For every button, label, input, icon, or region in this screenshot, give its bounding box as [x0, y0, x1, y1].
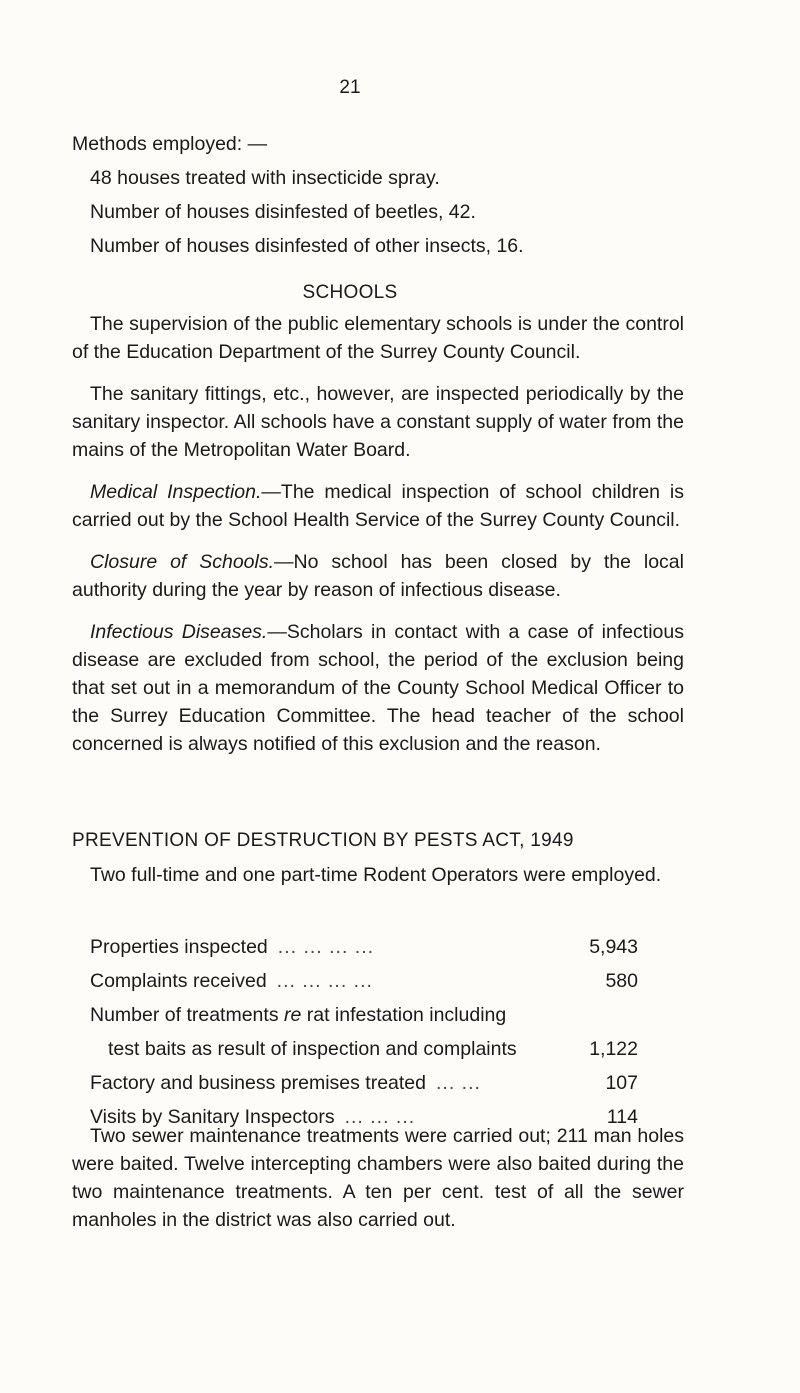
pests-stats-table — [90, 933, 638, 1137]
methods-item: Number of houses disinfested of other insects, 16. — [90, 235, 524, 257]
stat-value: 107 — [605, 1072, 638, 1094]
stat-value: 5,943 — [589, 936, 638, 958]
medical-inspection-text: —The medical inspection of school children is carried out by the School Health Service of the Surrey County Council. — [72, 481, 685, 531]
schools-para-sanitary: The sanitary fittings, etc., however, are inspected periodically by the sanitary inspector. All schools have a constant supply of water from the mains of the Metropolitan Water Board. — [72, 383, 684, 461]
stat-row — [90, 1001, 638, 1035]
schools-para-infectious — [72, 618, 684, 758]
pests-intro — [72, 861, 684, 889]
pests-closing-text: Two sewer maintenance treatments were carried out; 211 man holes were baited. Twelve intercepting chambers were also baited during the two maintenance treatments. A ten per cent. test of all the sewer manholes in the district was also carried out. — [72, 1125, 684, 1231]
stat-label: Properties inspected — [90, 936, 268, 958]
schools-section — [72, 310, 684, 758]
pests-heading: PREVENTION OF DESTRUCTION BY PESTS ACT, 1949 — [72, 830, 574, 851]
stat-leader: ... ... ... ... — [276, 970, 373, 992]
stat-label: Visits by Sanitary Inspectors — [90, 1106, 335, 1128]
stat-label-continued: test baits as result of inspection and complaints — [108, 1038, 517, 1060]
stat-label-treatments: Number of treatments re rat infestation including — [90, 1004, 507, 1026]
closure-text: —No school has been closed by the local authority during the year by reason of infectious disease. — [72, 551, 684, 601]
methods-item: 48 houses treated with insecticide spray. — [90, 167, 440, 189]
stat-leader: ... ... ... ... — [277, 936, 375, 958]
stat-label: Complaints received — [90, 970, 267, 992]
schools-para-closure — [72, 548, 684, 604]
stat-row — [90, 967, 638, 1001]
methods-section — [72, 130, 684, 260]
stat-row — [90, 933, 638, 967]
stat-value: 114 — [606, 1106, 638, 1128]
pests-closing — [72, 1122, 684, 1234]
stat-row — [90, 1069, 638, 1103]
pests-intro-text: Two full-time and one part-time Rodent Operators were employed. — [90, 864, 662, 886]
schools-para-medical — [72, 478, 684, 534]
stat-label-em: re — [284, 1004, 302, 1026]
stat-row — [90, 1035, 638, 1069]
page-number: 21 — [339, 77, 361, 98]
stat-label: Factory and business premises treated — [90, 1072, 426, 1094]
methods-item: Number of houses disinfested of beetles, 42. — [90, 201, 476, 223]
stat-leader: ... ... ... — [344, 1106, 416, 1128]
stat-value: 580 — [605, 970, 638, 992]
closure-title: Closure of Schools. — [90, 551, 275, 573]
schools-para-supervision: The supervision of the public elementary schools is under the control of the Education Department of the Surrey County Council. — [72, 313, 684, 363]
infectious-title: Infectious Diseases. — [90, 621, 268, 643]
infectious-text: —Scholars in contact with a case of infectious disease are excluded from school, the period of the exclusion being that set out in a memorandum of the County School Medical Officer to the Surrey Education Committee. The head teacher of the school concerned is always notified of this exclusion and the reason. — [72, 621, 684, 755]
schools-heading: SCHOOLS — [302, 282, 398, 303]
medical-inspection-title: Medical Inspection. — [90, 481, 262, 503]
stat-leader: ... ... — [436, 1072, 481, 1094]
stat-value: 1,122 — [589, 1038, 638, 1060]
methods-title: Methods employed: — — [72, 133, 268, 155]
